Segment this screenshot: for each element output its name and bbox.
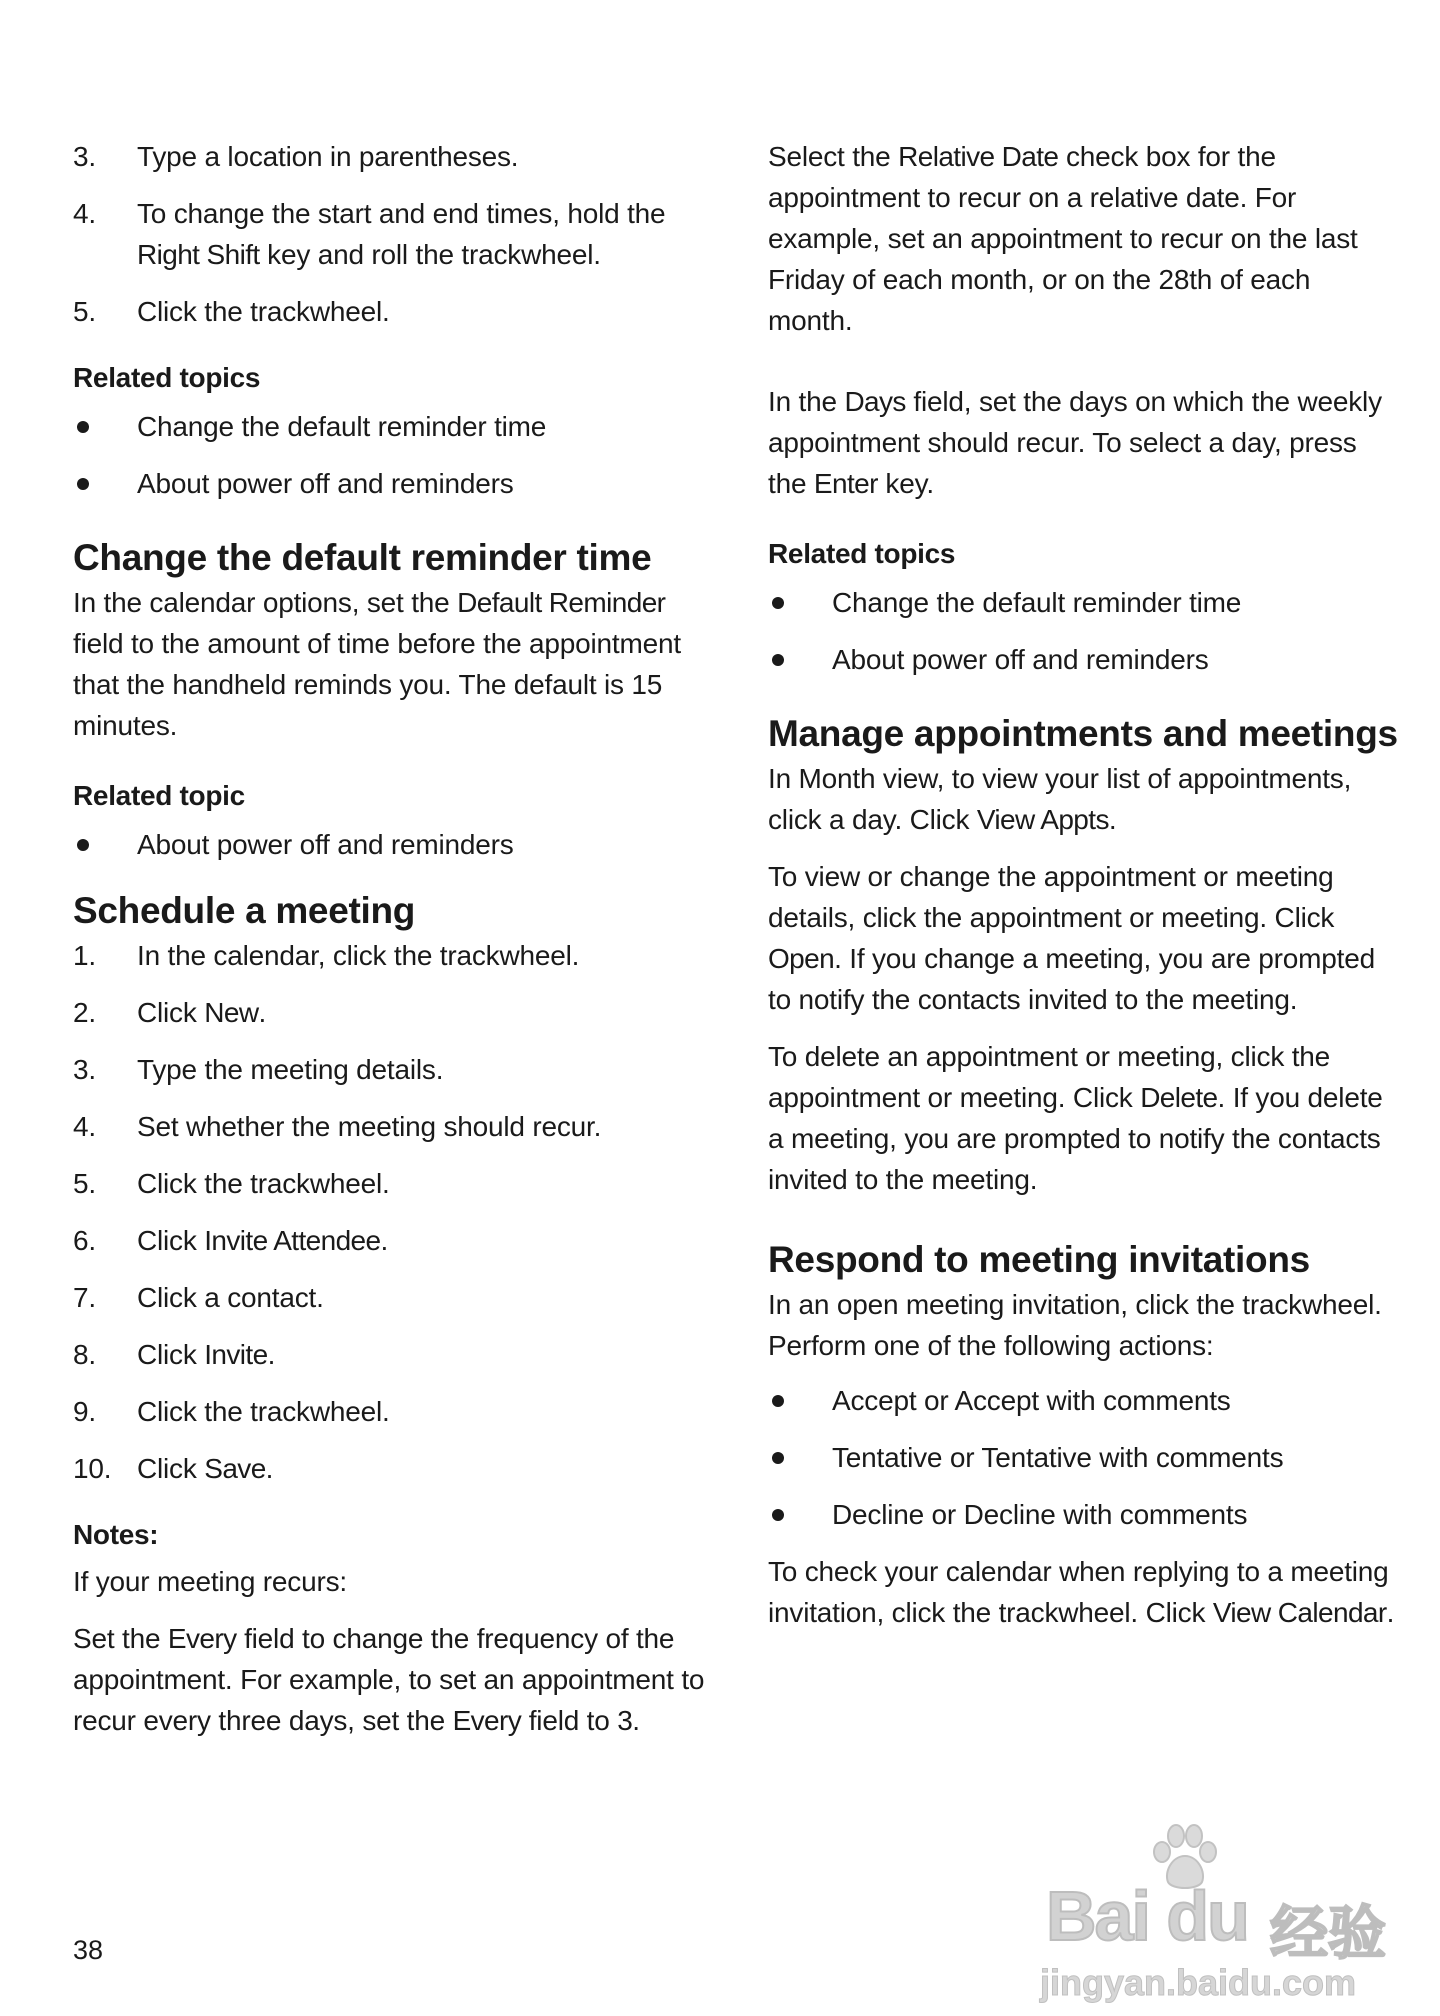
- ui-term-save: Save: [204, 1453, 266, 1484]
- ui-term-right-shift: Right Shift: [137, 239, 260, 270]
- related-topics-heading: Related topics: [73, 362, 261, 393]
- step-text: key and roll the trackwheel.: [259, 239, 601, 270]
- intro-steps-list: [73, 136, 713, 332]
- relative-date-paragraph: [768, 136, 1398, 341]
- list-item: [768, 1380, 1398, 1421]
- text: . If you delete a meeting, you are prompted to notify the contacts invited to the meeting.: [768, 1082, 1383, 1195]
- step-text: Click: [137, 1339, 205, 1370]
- list-item: [73, 1106, 713, 1147]
- step-text: Click a contact.: [137, 1282, 324, 1313]
- step-text: .: [258, 997, 267, 1028]
- baidu-watermark: [1030, 1820, 1410, 2003]
- ui-term-relative-date: Relative Date: [898, 141, 1059, 172]
- section-heading-respond: Respond to meeting invitations: [768, 1239, 1310, 1280]
- step-number: 7.: [73, 1282, 96, 1313]
- text: field, set the days on which the weekly appointment should recur. To select a day, press the: [768, 386, 1382, 499]
- watermark-cn-text: 经验: [1270, 1901, 1387, 1966]
- list-item: [768, 1494, 1398, 1535]
- text: field to: [521, 1705, 618, 1736]
- text: check box for the appointment to recur on a relative date. For example, set an appointment to recur on the last Friday of each month, or on the 28th of each month.: [768, 141, 1358, 336]
- list-item: [73, 1448, 713, 1489]
- ui-term-enter: Enter: [813, 468, 878, 499]
- step-text: Set whether the meeting should recur.: [137, 1111, 602, 1142]
- text: key.: [877, 468, 934, 499]
- ui-term-new: New: [204, 997, 259, 1028]
- bullet-icon: [772, 597, 784, 609]
- step-number: 2.: [73, 997, 96, 1028]
- bullet-icon: [77, 421, 89, 433]
- list-item: [73, 1334, 713, 1375]
- text: In the calendar options, set the: [73, 587, 458, 618]
- bullet-icon: [772, 1509, 784, 1521]
- related-topics-list: [768, 582, 1398, 680]
- ui-term-delete: Delete: [1140, 1082, 1218, 1113]
- step-number: 1.: [73, 940, 96, 971]
- text: .: [1108, 804, 1117, 835]
- step-number: 5.: [73, 296, 96, 327]
- related-topic-heading: Related topic: [73, 780, 245, 811]
- bullet-icon: [772, 654, 784, 666]
- ui-term-days: Days: [844, 386, 906, 417]
- related-topic-link[interactable]: [73, 463, 713, 504]
- related-topic-link[interactable]: [73, 824, 713, 865]
- step-number: 10.: [73, 1453, 112, 1484]
- bullet-icon: [77, 478, 89, 490]
- step-text: .: [267, 1339, 276, 1370]
- ui-term-open: Open: [768, 943, 835, 974]
- bullet-icon: [772, 1395, 784, 1407]
- page-number: 38: [73, 1935, 104, 1965]
- list-item: [73, 1391, 713, 1432]
- ui-term-invite-attendee: Invite Attendee: [204, 1225, 381, 1256]
- respond-intro: In an open meeting invitation, click the trackwheel. Perform one of the following actions:: [768, 1289, 1382, 1361]
- list-item: [73, 935, 713, 976]
- related-topic-link[interactable]: [768, 639, 1398, 680]
- ui-term-every: Every: [452, 1705, 522, 1736]
- step-text: Type a location in parentheses.: [137, 141, 519, 172]
- related-topic-text: Change the default reminder time: [832, 587, 1242, 618]
- ui-term-default-reminder: Default Reminder: [457, 587, 666, 618]
- step-text: Click: [137, 997, 205, 1028]
- days-paragraph: [768, 381, 1398, 504]
- step-text: Click: [137, 1225, 205, 1256]
- step-number: 9.: [73, 1396, 96, 1427]
- step-text: In the calendar, click the trackwheel.: [137, 940, 580, 971]
- step-text: Click: [137, 1453, 205, 1484]
- text: field to the amount of time before the appointment that the handheld reminds you. The default is 15 minutes.: [73, 628, 681, 741]
- section-heading-change-default: Change the default reminder time: [73, 537, 652, 578]
- related-topic-text: About power off and reminders: [832, 644, 1209, 675]
- text: .: [1386, 1597, 1395, 1628]
- step-text: To change the start and end times, hold the: [137, 198, 666, 229]
- related-topic-text: Change the default reminder time: [137, 411, 547, 442]
- watermark-logo-text: Bai du: [1046, 1877, 1248, 1955]
- step-number: 5.: [73, 1168, 96, 1199]
- ui-term-every: Every: [167, 1623, 237, 1654]
- text: To view or change the appointment or meeting details, click the appointment or meeting. Click: [768, 861, 1335, 933]
- step-number: 8.: [73, 1339, 96, 1370]
- action-text: Decline or Decline with comments: [832, 1499, 1248, 1530]
- related-topic-text: About power off and reminders: [137, 829, 514, 860]
- ui-term-invite: Invite: [204, 1339, 268, 1370]
- manage-paragraph-1: [768, 758, 1398, 840]
- step-text: Click the trackwheel.: [137, 296, 390, 327]
- text: . If you change a meeting, you are prompted to notify the contacts invited to the meeting.: [768, 943, 1375, 1015]
- step-number: 4.: [73, 198, 96, 229]
- text: In the: [768, 386, 845, 417]
- text: .: [632, 1705, 640, 1736]
- text: Select the: [768, 141, 899, 172]
- text: In Month view, to view your list of appointments, click a day. Click: [768, 763, 1352, 835]
- list-item: [73, 291, 713, 332]
- manage-paragraph-2: [768, 856, 1398, 1020]
- section-heading-manage: Manage appointments and meetings: [768, 713, 1398, 754]
- related-topic-link[interactable]: [768, 582, 1398, 623]
- text: Set the: [73, 1623, 168, 1654]
- related-topics-heading: Related topics: [768, 538, 956, 569]
- step-number: 4.: [73, 1111, 96, 1142]
- respond-actions-list: [768, 1380, 1398, 1535]
- change-default-paragraph: [73, 582, 713, 746]
- list-item: [73, 136, 713, 177]
- step-text: Type the meeting details.: [137, 1054, 444, 1085]
- related-topic-list: [73, 824, 713, 865]
- text: field to change the frequency of the appointment. For example, to set an appointment to recur every three days, set the: [73, 1623, 705, 1736]
- step-text: Click the trackwheel.: [137, 1168, 390, 1199]
- notes-heading: Notes:: [73, 1519, 159, 1550]
- action-text: Accept or Accept with comments: [832, 1385, 1231, 1416]
- list-item: [73, 1049, 713, 1090]
- section-heading-schedule-meeting: Schedule a meeting: [73, 890, 416, 931]
- right-column: [768, 136, 1398, 1633]
- list-item: [73, 1220, 713, 1261]
- text: To check your calendar when replying to a meeting invitation, click the trackwheel. Click: [768, 1556, 1389, 1628]
- bullet-icon: [772, 1452, 784, 1464]
- step-text: .: [265, 1453, 274, 1484]
- bullet-icon: [77, 839, 89, 851]
- ui-term-view-calendar: View Calendar: [1212, 1597, 1387, 1628]
- list-item: [73, 193, 713, 275]
- list-item: [73, 992, 713, 1033]
- list-item: [73, 1277, 713, 1318]
- notes-paragraph: [73, 1618, 713, 1741]
- related-topics-list: [73, 406, 713, 504]
- ui-term-view-appts: View Appts: [976, 804, 1109, 835]
- text: To delete an appointment or meeting, click the appointment or meeting. Click: [768, 1041, 1331, 1113]
- step-text: .: [380, 1225, 389, 1256]
- related-topic-text: About power off and reminders: [137, 468, 514, 499]
- step-text: Click the trackwheel.: [137, 1396, 390, 1427]
- left-column: [73, 136, 713, 1741]
- schedule-steps-list: [73, 935, 713, 1489]
- watermark-url: jingyan.baidu.com: [1040, 1962, 1357, 2003]
- notes-intro: If your meeting recurs:: [73, 1566, 347, 1597]
- step-number: 3.: [73, 141, 96, 172]
- ui-term-three: 3: [617, 1705, 633, 1736]
- related-topic-link[interactable]: [73, 406, 713, 447]
- step-number: 3.: [73, 1054, 96, 1085]
- step-number: 6.: [73, 1225, 96, 1256]
- list-item: [768, 1437, 1398, 1478]
- manage-paragraph-3: [768, 1036, 1398, 1200]
- respond-paragraph: [768, 1551, 1398, 1633]
- action-text: Tentative or Tentative with comments: [832, 1442, 1284, 1473]
- list-item: [73, 1163, 713, 1204]
